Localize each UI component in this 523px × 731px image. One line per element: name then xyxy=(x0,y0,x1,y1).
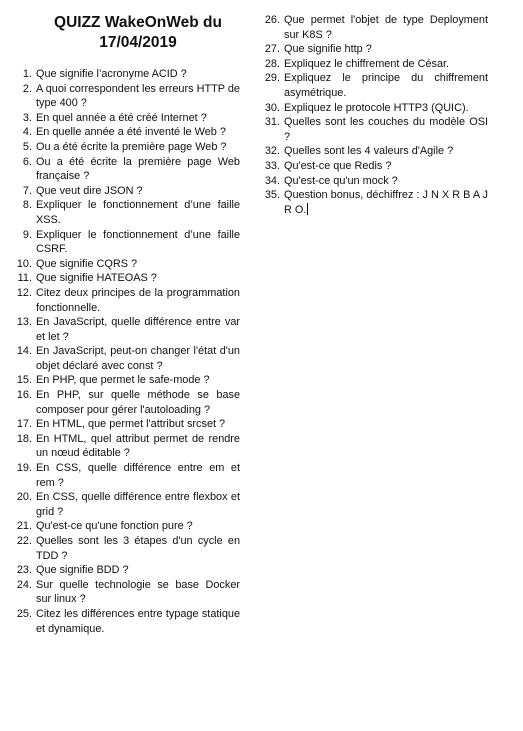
question-text-content: En JavaScript, peut-on changer l'état d'un objet déclaré avec const ? xyxy=(36,345,240,372)
question-text xyxy=(36,111,240,126)
question-number: 17. xyxy=(16,418,32,431)
page-title xyxy=(36,13,240,53)
question-number: 12. xyxy=(16,286,32,299)
question-number: 27. xyxy=(264,43,280,56)
question-number: 30. xyxy=(264,101,280,114)
question-number: 31. xyxy=(264,116,280,129)
right-column xyxy=(264,13,488,217)
question-item xyxy=(17,271,240,286)
question-text xyxy=(36,198,240,227)
question-number: 4. xyxy=(22,126,32,139)
question-item xyxy=(16,563,240,578)
question-number: 5. xyxy=(22,140,32,153)
question-text xyxy=(36,578,240,607)
question-text-content: Expliquer le fonctionnement d’une faille XSS. xyxy=(36,199,240,226)
question-text-content: En CSS, quelle différence entre flexbox et grid ? xyxy=(36,491,240,518)
question-item xyxy=(16,432,240,461)
question-text xyxy=(284,42,488,57)
question-text xyxy=(36,82,240,111)
question-text-content: Quelles sont les 4 valeurs d'Agile ? xyxy=(284,145,454,158)
question-text xyxy=(36,140,240,155)
question-text-content: En quel année a été créé Internet ? xyxy=(36,111,207,124)
question-text-content: Citez les différences entre typage statique et dynamique. xyxy=(36,607,240,635)
question-text xyxy=(36,344,240,373)
question-item xyxy=(16,315,240,344)
question-text-content: Qu'est-ce qu'un mock ? xyxy=(284,174,398,187)
question-number: 2. xyxy=(22,82,32,95)
question-number: 35. xyxy=(264,189,280,202)
question-text xyxy=(36,490,240,519)
question-text xyxy=(284,144,488,159)
question-number: 13. xyxy=(16,316,32,329)
question-text-content: En quelle année a été inventé le Web ? xyxy=(36,126,226,139)
question-item xyxy=(264,188,488,217)
question-text-content: En HTML, quel attribut permet de rendre un nœud éditable ? xyxy=(36,432,240,460)
question-text xyxy=(284,13,488,42)
question-text-content: Que signifie HATEOAS ? xyxy=(36,272,157,285)
question-number: 7. xyxy=(22,184,32,197)
question-text-content: Que signifie CQRS ? xyxy=(36,257,138,270)
question-text xyxy=(284,101,488,116)
question-text-content: Expliquez le chiffrement de César. xyxy=(284,57,450,70)
question-number: 28. xyxy=(264,57,280,70)
question-number: 25. xyxy=(16,607,32,620)
question-text xyxy=(284,71,488,100)
title-line-1: QUIZZ WakeOnWeb du xyxy=(54,14,222,31)
question-number: 18. xyxy=(16,432,32,445)
question-text xyxy=(36,271,240,286)
question-number: 11. xyxy=(17,272,32,285)
question-item xyxy=(264,101,488,116)
question-number: 23. xyxy=(16,564,32,577)
question-text-content: Quelles sont les 3 étapes d'un cycle en TDD ? xyxy=(36,535,240,562)
question-item xyxy=(16,461,240,490)
question-number: 15. xyxy=(16,374,32,387)
question-text-content: A quoi correspondent les erreurs HTTP de type 400 ? xyxy=(36,82,240,110)
question-list-right xyxy=(264,13,488,217)
question-number: 14. xyxy=(16,345,32,358)
question-number: 10. xyxy=(16,257,32,270)
question-text-content: Que veut dire JSON ? xyxy=(36,184,143,197)
question-item xyxy=(16,373,240,388)
left-column xyxy=(16,0,240,636)
question-number: 20. xyxy=(16,491,32,504)
question-item xyxy=(16,519,240,534)
question-text-content: Expliquez le principe du chiffrement asymétrique. xyxy=(284,72,488,99)
question-item xyxy=(22,155,240,184)
question-text-content: En PHP, que permet le safe-mode ? xyxy=(36,374,210,387)
question-item xyxy=(16,344,240,373)
question-text-content: En JavaScript, quelle différence entre var et let ? xyxy=(36,316,240,343)
question-number: 9. xyxy=(22,228,32,241)
question-text-content: Citez deux principes de la programmation fonctionnelle. xyxy=(36,286,240,314)
question-item xyxy=(22,111,240,126)
question-text xyxy=(284,159,488,174)
question-text-content: Sur quelle technologie se base Docker sur linux ? xyxy=(36,578,240,606)
question-text xyxy=(284,57,488,72)
question-item xyxy=(264,13,488,42)
question-text-content: Que signifie http ? xyxy=(284,43,372,56)
title-line-2: 17/04/2019 xyxy=(99,34,177,51)
question-text xyxy=(36,67,240,82)
text-cursor xyxy=(307,203,308,215)
question-item xyxy=(22,140,240,155)
question-number: 16. xyxy=(16,389,32,402)
question-text-content: Question bonus, déchiffrez : J N X R B A J R O. xyxy=(284,189,488,216)
question-text xyxy=(36,417,240,432)
question-number: 26. xyxy=(264,14,280,26)
question-text-content: Expliquer le fonctionnement d’une faille CSRF. xyxy=(36,228,240,256)
question-text xyxy=(36,461,240,490)
question-text xyxy=(36,432,240,461)
question-text-content: Ou a été écrite la première page Web ? xyxy=(36,140,227,153)
question-text xyxy=(36,534,240,563)
question-item xyxy=(264,42,488,57)
question-text xyxy=(284,174,488,189)
question-item xyxy=(16,578,240,607)
question-number: 6. xyxy=(22,155,32,168)
question-number: 3. xyxy=(22,111,32,124)
question-number: 33. xyxy=(264,159,280,172)
question-item xyxy=(22,184,240,199)
question-text-content: Ou a été écrite la première page Web française ? xyxy=(36,155,240,183)
question-number: 32. xyxy=(264,145,280,158)
question-number: 1. xyxy=(22,68,32,80)
question-text xyxy=(36,607,240,636)
question-item xyxy=(264,159,488,174)
question-item xyxy=(22,198,240,227)
question-number: 22. xyxy=(16,535,32,547)
question-text-content: Expliquez le protocole HTTP3 (QUIC). xyxy=(284,101,469,114)
question-text-content: Qu'est-ce qu'une fonction pure ? xyxy=(36,520,193,533)
question-text xyxy=(36,125,240,140)
question-text xyxy=(36,563,240,578)
question-text xyxy=(284,115,488,144)
question-item xyxy=(16,417,240,432)
question-text xyxy=(36,315,240,344)
question-text xyxy=(36,388,240,417)
question-item xyxy=(264,57,488,72)
question-text xyxy=(36,373,240,388)
question-item xyxy=(16,388,240,417)
question-list-left xyxy=(16,67,240,636)
question-text-content: Que signifie BDD ? xyxy=(36,564,129,577)
question-number: 29. xyxy=(264,72,280,85)
question-number: 24. xyxy=(16,578,32,591)
question-text-content: Qu'est-ce que Redis ? xyxy=(284,159,392,172)
question-item xyxy=(22,82,240,111)
question-item xyxy=(264,144,488,159)
question-item xyxy=(16,607,240,636)
question-number: 34. xyxy=(264,174,280,187)
question-text-content: Que signifie l’acronyme ACID ? xyxy=(36,68,187,80)
question-item xyxy=(16,490,240,519)
question-number: 21. xyxy=(16,520,32,533)
question-text xyxy=(284,188,488,217)
question-number: 8. xyxy=(22,199,32,212)
question-item xyxy=(22,67,240,82)
question-item xyxy=(16,534,240,563)
question-item xyxy=(16,257,240,272)
question-text-content: En PHP, sur quelle méthode se base composer pour gérer l'autoloading ? xyxy=(36,389,240,416)
question-number: 19. xyxy=(16,462,32,475)
question-item xyxy=(22,228,240,257)
question-item xyxy=(264,71,488,100)
question-text-content: En CSS, quelle différence entre em et rem ? xyxy=(36,462,240,489)
question-text-content: Que permet l'objet de type Deployment sur K8S ? xyxy=(284,14,488,41)
question-item xyxy=(16,286,240,315)
question-item xyxy=(22,125,240,140)
question-text xyxy=(36,228,240,257)
question-text xyxy=(36,286,240,315)
question-text xyxy=(36,257,240,272)
question-item xyxy=(264,174,488,189)
question-item xyxy=(264,115,488,144)
question-text xyxy=(36,519,240,534)
question-text-content: En HTML, que permet l'attribut srcset ? xyxy=(36,418,226,431)
question-text xyxy=(36,184,240,199)
question-text-content: Quelles sont les couches du modèle OSI ? xyxy=(284,116,488,143)
question-text xyxy=(36,155,240,184)
